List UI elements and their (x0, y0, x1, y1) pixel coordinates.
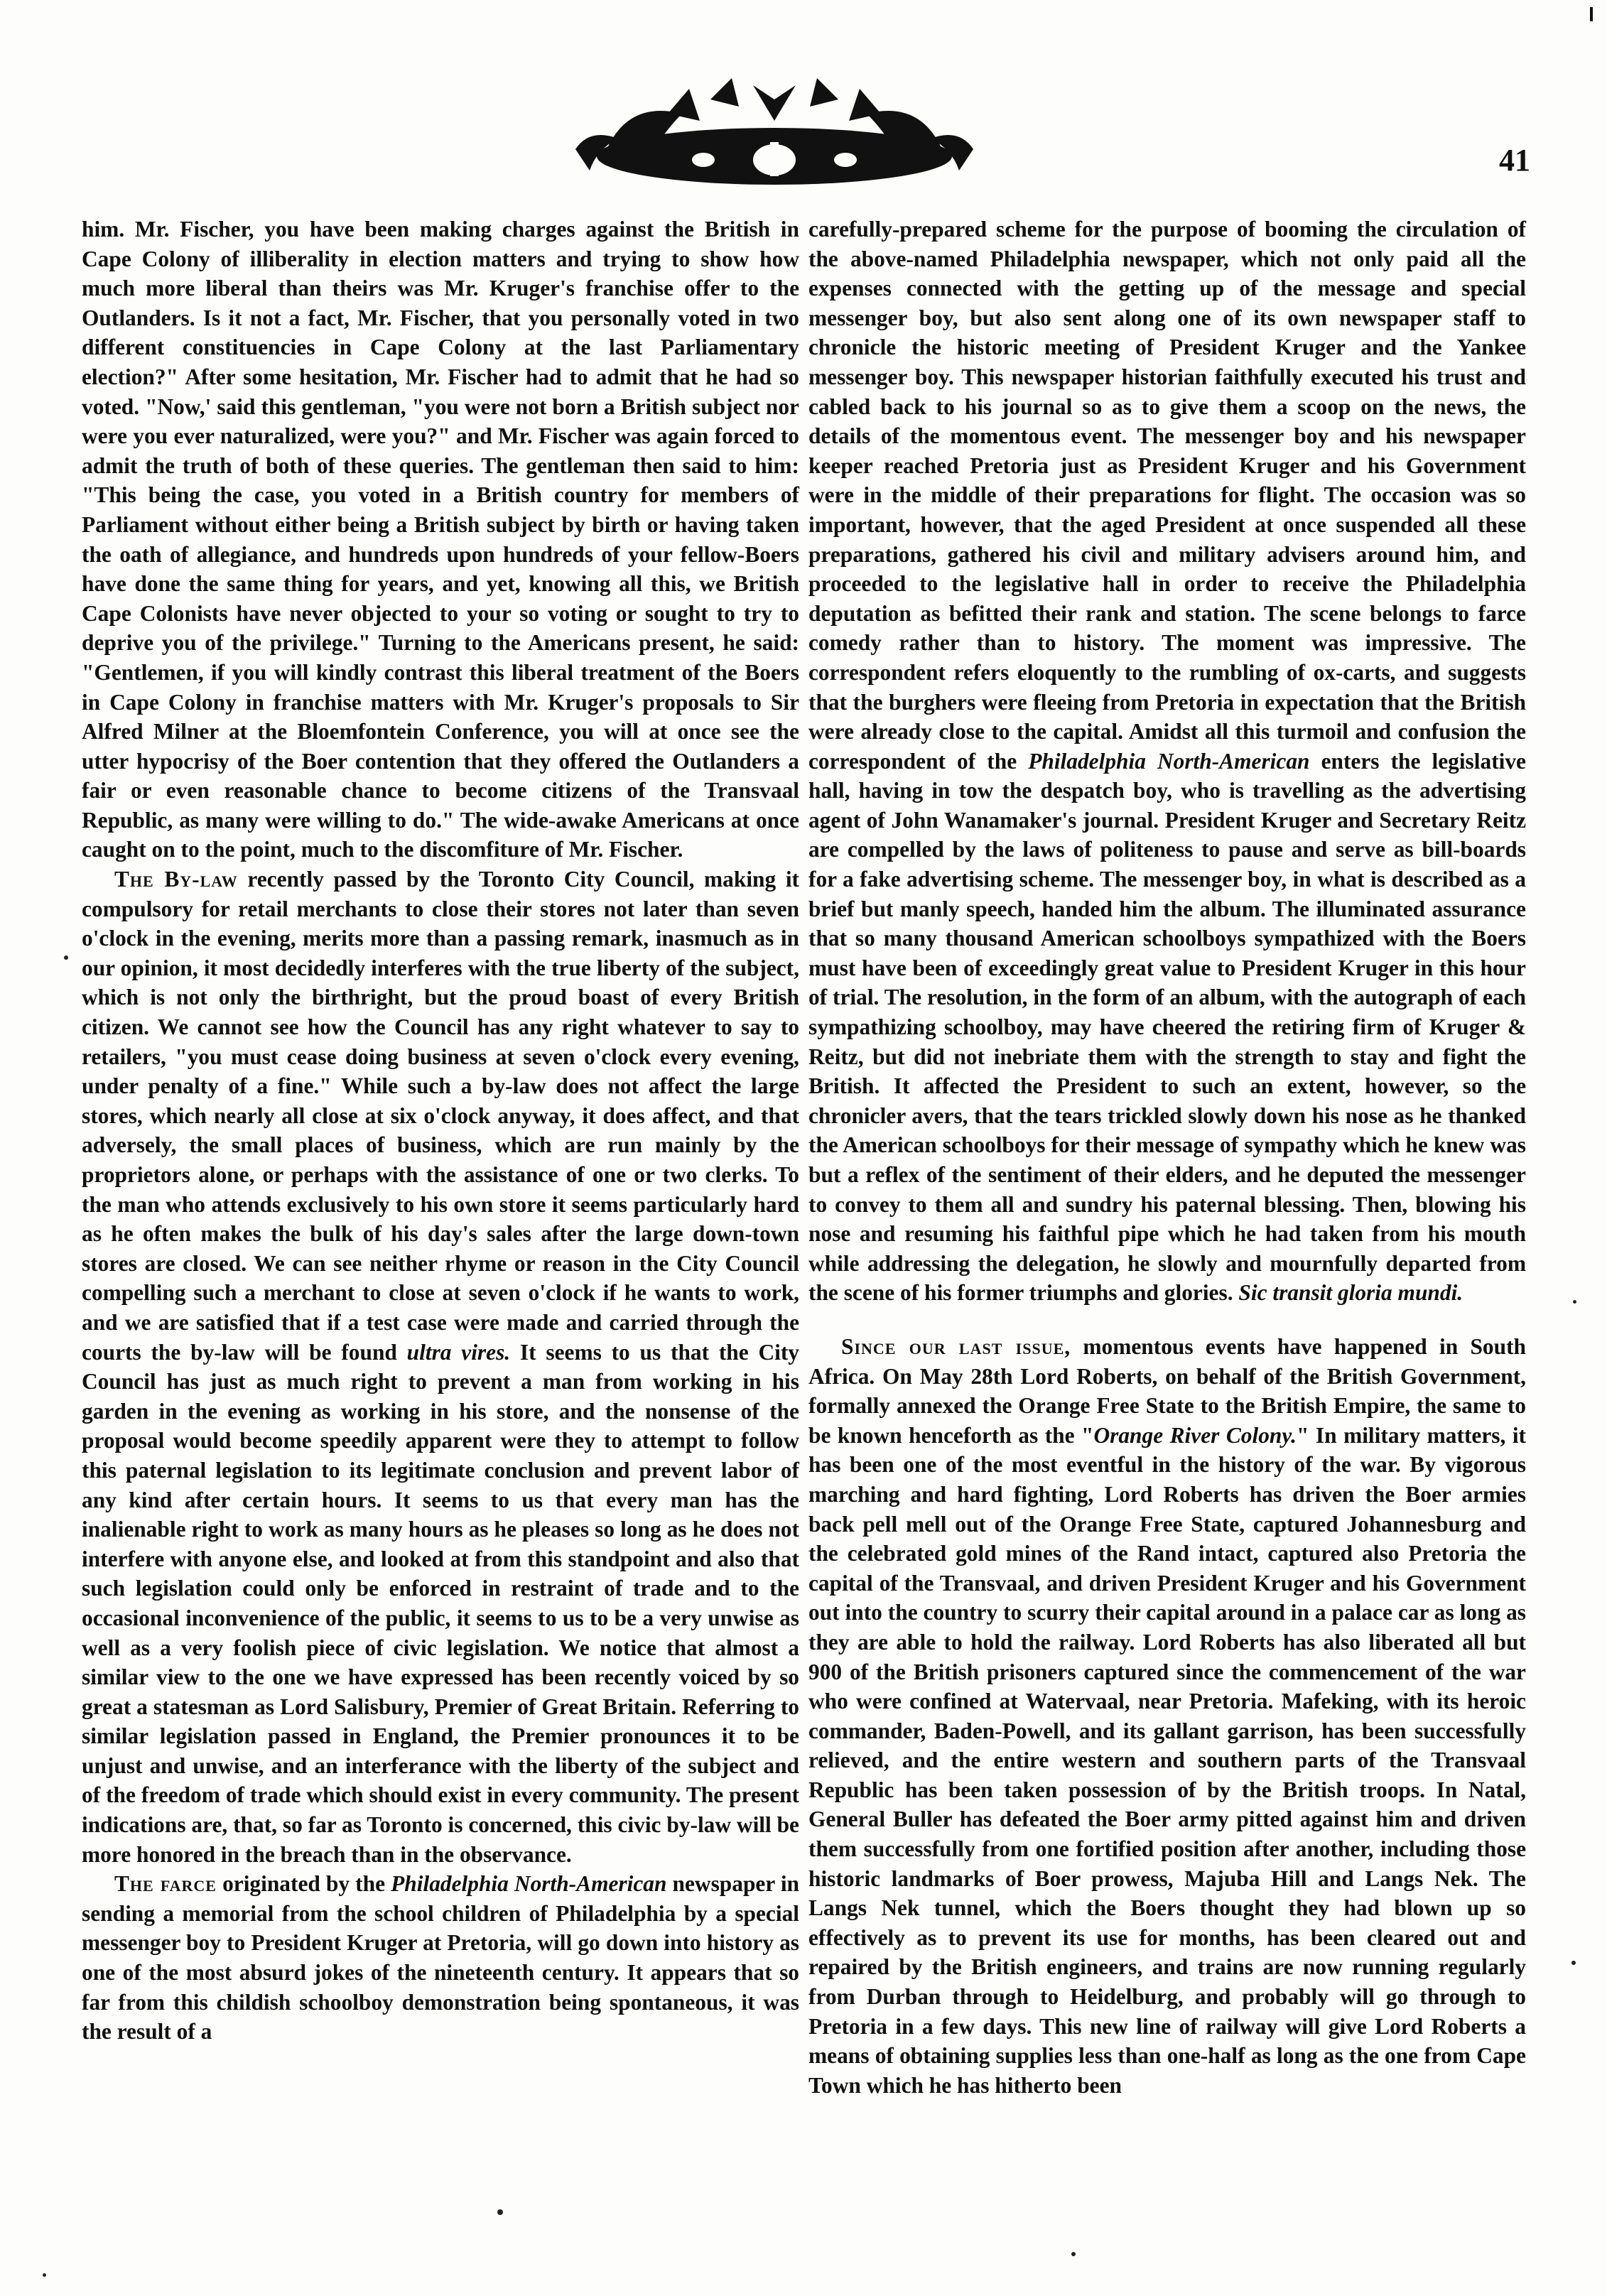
bylaw-ultra-vires: ultra vires. (406, 1339, 511, 1365)
left-column (82, 215, 799, 2047)
paragraph-fischer: him. Mr. Fischer, you have been making charges against the British in Cape Colony of illiberality in election matters and trying to show how much more liberal than theirs was Mr. Kruger's franchise offer to the Outlanders. Is it not a fact, Mr. Fischer, that you personally voted in two different constituencies in Cape Colony at the last Parliamentary election?" After some hesitation, Mr. Fischer had to admit that he had so voted. "Now,' said this gentleman, "you were not born a British subject nor were you ever naturalized, were you?" and Mr. Fischer was again forced to admit the truth of both of these queries. The gentleman then said to him: "This being the case, you voted in a British country for members of Parliament without either being a British subject by birth or having taken the oath of allegiance, and hundreds upon hundreds of your fellow-Boers have done the same thing for years, and yet, knowing all this, we British Cape Colonists have never objected to your so voting or sought to try to deprive you of the privilege." Turning to the Americans present, he said: "Gentlemen, if you will kindly contrast this liberal treatment of the Boers in Cape Colony in franchise matters with Mr. Kruger's proposals to Sir Alfred Milner at the Bloemfontein Conference, you will at once see the utter hypocrisy of the Boer contention that they offered the Outlanders a fair or even reasonable chance to become citizens of the Transvaal Republic, as many were willing to do." The wide-awake Americans at once caught on to the point, much to the discomfiture of Mr. Fischer. (82, 217, 799, 862)
scan-edge-mark (1590, 7, 1593, 21)
farce-text-a: originated by the (216, 1871, 391, 1897)
scan-speck (1571, 1961, 1576, 1965)
paragraph-since-last-issue (808, 1332, 1526, 2100)
scan-speck (43, 2273, 46, 2277)
decorative-scroll-ornament-icon (561, 71, 988, 199)
bylaw-lead: The By-law (114, 867, 238, 892)
farce-text-b: newspaper in sending a memorial from the school children of Philadelphia by a special messenger boy to President Kruger at Pretoria, will go down into history as one of the most absurd jokes of the nineteenth century. It appears that so far from this childish schoolboy demonstration being spontaneous, it was the result of a (82, 1871, 799, 2045)
right-column (808, 215, 1526, 2100)
farce-lead: The farce (114, 1871, 217, 1897)
paragraph-bylaw (82, 865, 799, 1869)
scan-speck (497, 2209, 503, 2215)
paragraph-farce (82, 1869, 799, 2047)
paragraph-farce-continued (808, 215, 1526, 1308)
farce-latin-motto: Sic transit gloria mundi. (1238, 1280, 1463, 1306)
page-number: 41 (1499, 143, 1530, 178)
scan-speck (1071, 2252, 1076, 2256)
orange-river-colony: Orange River Colony. (1093, 1422, 1297, 1448)
since-text-b: " In military matters, it has been one of the most eventful in the history of the war. By vigorous marching and hard fighting, Lord Roberts has driven the Boer armies back pell mell out of the Orange Free State, captured Johannesburg and the celebrated gold mines of the Rand intact, captured also Pretoria the capital of the Transvaal, and driven President Kruger and his Government out into the country to scurry their capital around in a palace car as long as they are able to hold the railway. Lord Roberts has also liberated all but 900 of the British prisoners captured since the commencement of the war who were confined at Watervaal, near Pretoria. Mafeking, with its heroic commander, Baden-Powell, and its gallant garrison, has been successfully relieved, and the entire western and southern parts of the Transvaal Republic has been taken possession of by the British troops. In Natal, General Buller has defeated the Boer army pitted against him and driven them successfully from one fortified position after another, including those historic landmarks of Boer prowess, Majuba Hill and Langs Nek. The Langs Nek tunnel, which the Boers thought they had blown up so effectively as to prevent its use for months, has been cleared out and repaired by the British engineers, and trains are now running regularly from Durban through to Heidelburg, and probably will go through to Pretoria in a few days. This new line of railway will give Lord Roberts a means of obtaining supplies less than one-half as long as the one from Cape Town which he has hitherto been (808, 1422, 1526, 2098)
bylaw-text-a: recently passed by the Toronto City Council, making it compulsory for retail merchants to close their stores not later than seven o'clock in the evening, merits more than a passing remark, inasmuch as in our opinion, it most decidedly interferes with the true liberty of the subject, which is not only the birthright, but the proud boast of every British citizen. We cannot see how the Council has any right whatever to say to retailers, "you must cease doing business at seven o'clock every evening, under penalty of a fine." While such a by-law does not affect the large stores, which nearly all close at six o'clock anyway, it does affect, and that adversely, the small places of business, which are run mainly by the proprietors alone, or perhaps with the assistance of one or two clerks. To the man who attends exclusively to his own store it seems particularly hard as he often makes the bulk of his day's sales after the large down-town stores are closed. We can see neither rhyme or reason in the City Council compelling such a merchant to close at seven o'clock if he wants to work, and we are satisfied that if a test case were made and carried through the courts the by-law will be found (82, 867, 799, 1365)
farce-text-d: enters the legislative hall, having in tow the despatch boy, who is travelling as the advertising agent of John Wanamaker's journal. President Kruger and Secretary Reitz are compelled by the laws of politeness to pause and serve as bill-boards for a fake advertising scheme. The messenger boy, in what is described as a brief but manly speech, handed him the album. The illuminated assurance that so many thousand American schoolboys sympathized with the Boers must have been of exceedingly great value to President Kruger in this hour of trial. The resolution, in the form of an album, with the autograph of each sympathizing schoolboy, may have cheered the retiring firm of Kruger & Reitz, but did not inebriate them with the strength to stay and fight the British. It affected the President to such an extent, however, so the chronicler avers, that the tears trickled slowly down his nose as he thanked the American schoolboys for their message of sympathy which he knew was but a reflex of the sentiment of their elders, and he deputed the messenger to convey to them all and sundry his paternal blessing. Then, blowing his nose and resuming his faithful pipe which he had taken from his mouth while addressing the delegation, he slowly and mournfully departed from the scene of his former triumphs and glories. (808, 748, 1526, 1306)
scan-speck (1573, 1300, 1576, 1304)
bylaw-text-b: It seems to us that the City Council has just as much right to prevent a man from working in his garden in the evening as working in his store, and the nonsense of the proposal would become speedily apparent were they to attempt to follow this paternal legislation to its legitimate conclusion and prevent labor of any kind after certain hours. It seems to us that every man has the inalienable right to work as many hours as he pleases so long as he does not interfere with anyone else, and looked at from this standpoint and also that such legislation could only be enforced in restraint of trade and to the occasional inconvenience of the public, it seems to us to be a very unwise as well as a very foolish piece of civic legislation. We notice that almost a similar view to the one we have expressed has been recently voiced by so great a statesman as Lord Salisbury, Premier of Great Britain. Referring to similar legislation passed in England, the Premier pronounces it to be unjust and unwise, and an interferance with the liberty of the subject and of the freedom of trade which should exist in every community. The present indications are, that, so far as Toronto is concerned, this civic by-law will be more honored in the breach than in the observance. (82, 1339, 799, 1867)
since-text-a: momentous events have happened in South Africa. On May 28th Lord Roberts, on behalf of the British Government, formally annexed the Orange Free State to the British Empire, the same to be known henceforth as the " (808, 1333, 1526, 1448)
farce-newspaper-name-2: Philadelphia North-American (1028, 748, 1310, 774)
farce-text-c: carefully-prepared scheme for the purpose of booming the circulation of the above-named Philadelphia newspaper, which not only paid all the expenses connected with the getting up of the message and special messenger boy, but also sent along one of its own newspaper staff to chronicle the historic meeting of President Kruger and the Yankee messenger boy. This newspaper historian faithfully executed his trust and cabled back to his journal so as to give them a scoop on the news, the details of the momentous event. The messenger boy and his newspaper keeper reached Pretoria just as President Kruger and his Government were in the middle of their preparations for flight. The occasion was so important, however, that the aged President at once suspended all these preparations, gathered his civil and military advisers around him, and proceeded to the legislative hall in order to receive the Philadelphia deputation as befitted their rank and station. The scene belongs to farce comedy rather than to history. The moment was impressive. The correspondent refers eloquently to the rumbling of ox-carts, and suggests that the burghers were fleeing from Pretoria in expectation that the British were already close to the capital. Amidst all this turmoil and confusion the correspondent of the (808, 217, 1526, 774)
since-lead: Since our last issue, (841, 1333, 1071, 1359)
scan-speck (64, 955, 68, 960)
farce-newspaper-name: Philadelphia North-American (391, 1871, 667, 1897)
